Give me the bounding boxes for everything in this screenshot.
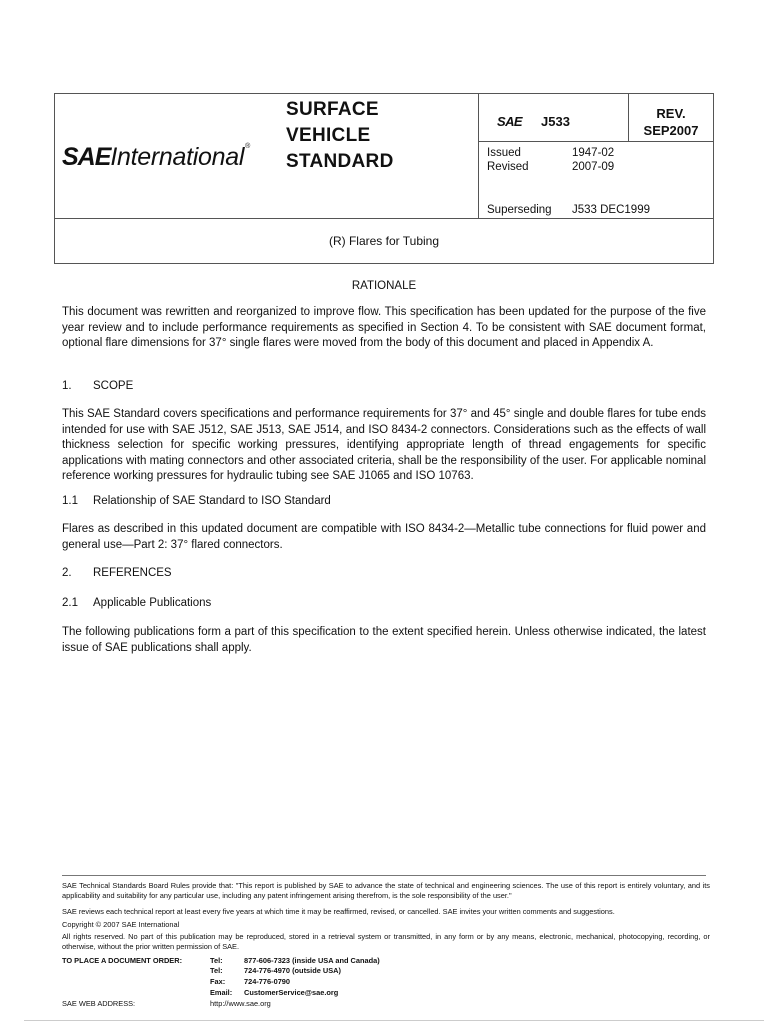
email-value: CustomerService@sae.org — [244, 988, 339, 997]
revised-label: Revised — [487, 161, 529, 173]
web-link[interactable]: http://www.sae.org — [210, 999, 271, 1008]
document-title: (R) Flares for Tubing — [328, 234, 440, 248]
document-number: J533 — [541, 114, 570, 129]
section-2-1-text: The following publications form a part of this specification to the extent specified herein. Unless otherwise indicated, the latest issue of SAE publications shall apply. — [62, 626, 706, 654]
header-divider-vertical — [478, 93, 479, 218]
page-bottom-edge — [24, 1020, 764, 1021]
web-label: SAE WEB ADDRESS: — [62, 999, 136, 1008]
issued-value: 1947-02 — [572, 147, 615, 159]
header-divider-horizontal — [478, 141, 714, 142]
section-2-1-heading: 2.1 Applicable Publications — [62, 597, 212, 609]
tel2-label: Tel: — [210, 966, 223, 975]
section-1-text: This SAE Standard covers specifications and performance requirements for 37° and 45° single and double flares for tube ends intended for use with SAE J512, SAE J513, SAE J514, and ISO 8434-2 connectors. Considerations such as the effects of wall thickness selection for specific working pressures, identifying appropriate length of thread engagements for specific applications with mating connectors and other associated criteria, shall be the responsibility of the user. For applicable nominal reference working pressures for hydraulic tubing see SAE J1065 and ISO 10763. — [62, 408, 706, 482]
document-type — [286, 97, 394, 175]
superseding-value: J533 DEC1999 — [572, 204, 650, 216]
section-1-heading: 1. SCOPE — [62, 380, 134, 392]
revision-block — [628, 105, 714, 139]
tel2-value: 724-776-4970 (outside USA) — [244, 966, 341, 975]
order-label: TO PLACE A DOCUMENT ORDER: — [62, 956, 183, 965]
doc-type-line: STANDARD — [286, 151, 394, 172]
doc-type-line: SURFACE — [286, 99, 379, 120]
fax-value: 724-776-0790 — [244, 977, 291, 986]
section-2-heading: 2. REFERENCES — [62, 567, 172, 579]
footer-copyright: Copyright © 2007 SAE International — [62, 920, 180, 929]
doc-type-line: VEHICLE — [286, 125, 371, 146]
sae-international-logo: SAEInternational® — [62, 143, 250, 171]
sae-mark: SAE — [497, 114, 522, 129]
revised-value: 2007-09 — [572, 161, 615, 173]
footer-rights: All rights reserved. No part of this publication may be reproduced, stored in a retrieval system or transmitted, in any form or by any means, electronic, mechanical, photocopying, recording, or otherwise, without the prior written permission of SAE. — [62, 932, 710, 952]
email-label: Email: — [210, 988, 233, 997]
issued-label: Issued — [487, 147, 521, 159]
fax-label: Fax: — [210, 977, 226, 986]
footer-rules: SAE Technical Standards Board Rules provide that: "This report is published by SAE to advance the state of technical and engineering sciences. The use of this report is entirely voluntary, and its applicability and suitability for any particular use, including any patent infringement arising therefrom, is the sole responsibility of the user." — [62, 881, 710, 901]
section-1-1-heading: 1.1 Relationship of SAE Standard to ISO Standard — [62, 495, 331, 507]
rationale-heading: RATIONALE — [351, 280, 417, 292]
footer-review: SAE reviews each technical report at least every five years at which time it may be reaffirmed, revised, or cancelled. SAE invites your written comments and suggestions. — [62, 907, 615, 916]
section-1-1-text: Flares as described in this updated document are compatible with ISO 8434-2—Metallic tube connections for fluid power and general use—Part 2: 37° flared connectors. — [62, 523, 706, 551]
rev-label: REV. — [656, 106, 686, 121]
rev-date: SEP2007 — [643, 123, 699, 138]
rationale-text: This document was rewritten and reorganized to improve flow. This specification has been updated for the purpose of the five year review and to include performance requirements as specified in Section 4. To be consistent with SAE document format, optional flare dimensions for 37° single flares were moved from the body of this document and placed in Appendix A. — [62, 306, 706, 349]
footer-rule — [62, 875, 706, 876]
tel1-label: Tel: — [210, 956, 223, 965]
tel1-value: 877-606-7323 (inside USA and Canada) — [244, 956, 380, 965]
header-divider-title — [54, 218, 714, 219]
superseding-label: Superseding — [487, 204, 552, 216]
